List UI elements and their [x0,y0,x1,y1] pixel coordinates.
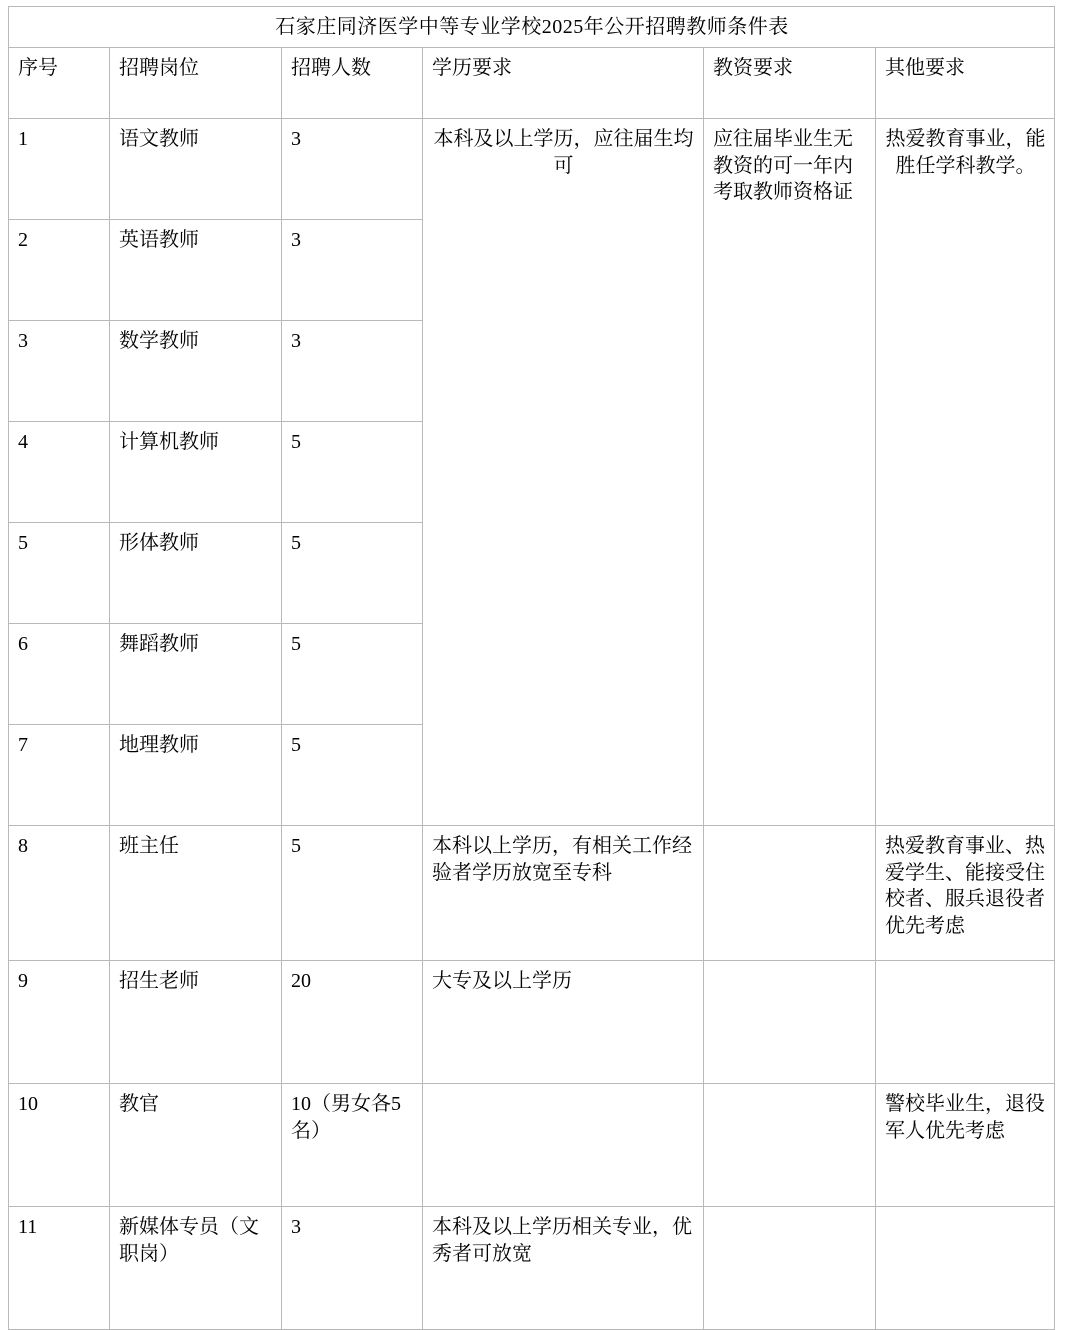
cell-position: 形体教师 [110,523,282,624]
cell-count: 3 [282,220,423,321]
cell-education: 本科以上学历，有相关工作经验者学历放宽至专科 [423,826,704,961]
cell-count: 3 [282,321,423,422]
column-header-education: 学历要求 [423,48,704,119]
cell-no: 11 [9,1207,110,1330]
cell-no: 3 [9,321,110,422]
cell-no: 10 [9,1084,110,1207]
cell-count: 3 [282,1207,423,1330]
cell-other [876,961,1055,1084]
cell-no: 8 [9,826,110,961]
cell-position: 招生老师 [110,961,282,1084]
cell-cert-merged: 应往届毕业生无教资的可一年内考取教师资格证 [704,119,876,826]
cell-count: 5 [282,624,423,725]
cell-other [876,1207,1055,1330]
cell-position: 教官 [110,1084,282,1207]
column-header-cert: 教资要求 [704,48,876,119]
cell-education: 大专及以上学历 [423,961,704,1084]
column-header-no: 序号 [9,48,110,119]
table-header-row [9,48,1055,119]
cell-position: 数学教师 [110,321,282,422]
cell-other: 热爱教育事业、热爱学生、能接受住校者、服兵退役者优先考虑 [876,826,1055,961]
cell-no: 6 [9,624,110,725]
cell-education: 本科及以上学历相关专业，优秀者可放宽 [423,1207,704,1330]
table-row [9,119,1055,220]
cell-cert [704,961,876,1084]
cell-position: 舞蹈教师 [110,624,282,725]
cell-cert [704,1207,876,1330]
cell-other-merged: 热爱教育事业，能胜任学科教学。 [876,119,1055,826]
table-title-row [9,7,1055,48]
cell-count: 5 [282,523,423,624]
cell-position: 班主任 [110,826,282,961]
cell-cert [704,1084,876,1207]
cell-cert [704,826,876,961]
cell-count: 5 [282,826,423,961]
cell-count: 3 [282,119,423,220]
cell-position: 新媒体专员（文职岗） [110,1207,282,1330]
table-row [9,1084,1055,1207]
cell-education [423,1084,704,1207]
recruitment-table [8,6,1055,1330]
column-header-count: 招聘人数 [282,48,423,119]
cell-position: 计算机教师 [110,422,282,523]
cell-position: 地理教师 [110,725,282,826]
column-header-position: 招聘岗位 [110,48,282,119]
table-row [9,826,1055,961]
cell-no: 2 [9,220,110,321]
cell-education-merged: 本科及以上学历，应往届生均可 [423,119,704,826]
cell-no: 9 [9,961,110,1084]
table-row [9,961,1055,1084]
cell-no: 1 [9,119,110,220]
cell-count: 5 [282,725,423,826]
cell-no: 5 [9,523,110,624]
table-row [9,1207,1055,1330]
cell-other: 警校毕业生，退役军人优先考虑 [876,1084,1055,1207]
cell-position: 语文教师 [110,119,282,220]
cell-no: 7 [9,725,110,826]
document-title: 石家庄同济医学中等专业学校2025年公开招聘教师条件表 [9,7,1055,48]
cell-count: 5 [282,422,423,523]
cell-count: 10（男女各5名） [282,1084,423,1207]
column-header-other: 其他要求 [876,48,1055,119]
cell-position: 英语教师 [110,220,282,321]
cell-count: 20 [282,961,423,1084]
cell-no: 4 [9,422,110,523]
